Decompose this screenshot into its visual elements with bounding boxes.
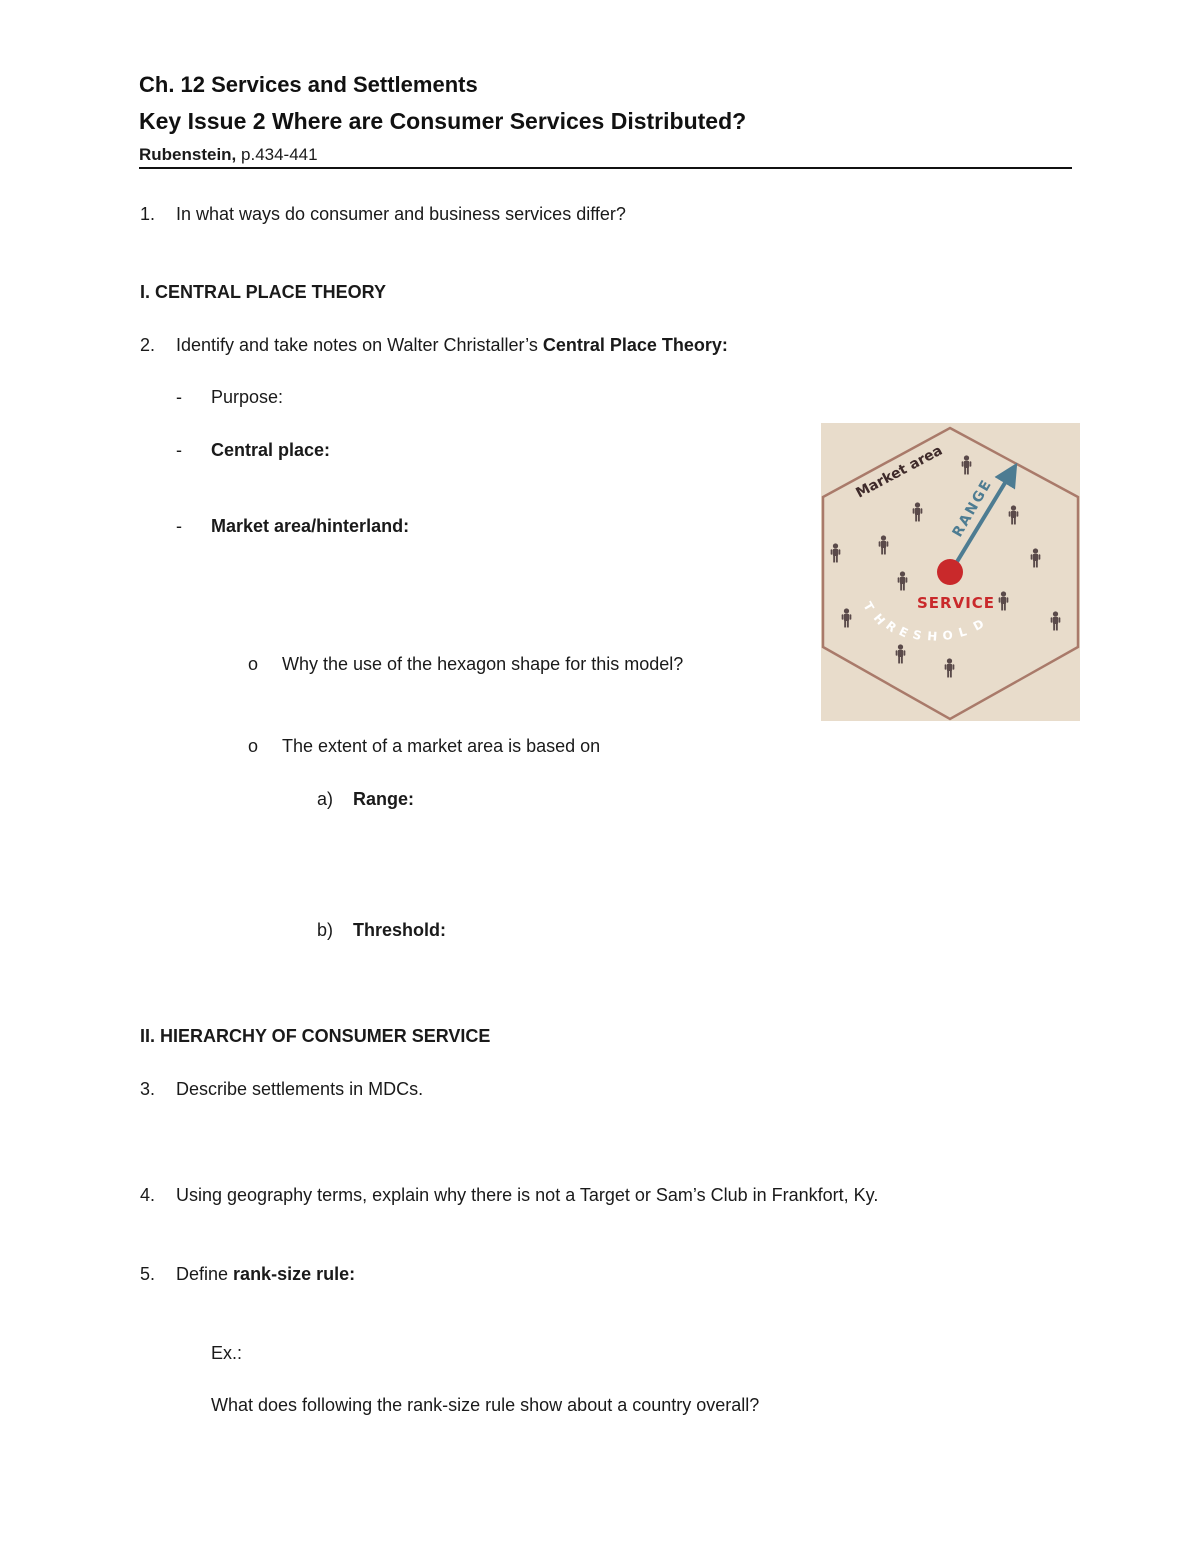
- question-text: In what ways do consumer and business services differ?: [176, 204, 626, 224]
- question-text: Using geography terms, explain why there is not a Target or Sam’s Club in Frankfort, Ky.: [176, 1185, 879, 1205]
- item-threshold: [317, 920, 446, 941]
- bullet-purpose: [176, 387, 283, 408]
- header-divider: [139, 167, 1072, 169]
- key-issue-title: Key Issue 2 Where are Consumer Services Distributed?: [139, 108, 747, 134]
- question-text: Describe settlements in MDCs.: [176, 1079, 424, 1099]
- bullet-label: Central place:: [211, 440, 331, 460]
- subbullet-marker: o: [248, 654, 259, 674]
- subbullet-text: The extent of a market area is based on: [282, 736, 601, 756]
- person-icon: [898, 571, 908, 590]
- question-text: Identify and take notes on Walter Christaller’s: [176, 335, 543, 355]
- threshold-letter: O: [941, 627, 954, 643]
- section-heading-1: I. CENTRAL PLACE THEORY: [140, 282, 387, 302]
- threshold-letter: R: [883, 618, 900, 636]
- person-icon: [831, 543, 841, 562]
- central-place-diagram: [821, 423, 1080, 721]
- item-letter: a): [317, 789, 334, 809]
- item-label: Range:: [353, 789, 415, 809]
- bullet-label: Purpose:: [211, 387, 284, 407]
- person-icon: [896, 644, 906, 663]
- market-area-label: Market area: [853, 442, 946, 502]
- person-icon: [879, 535, 889, 554]
- bullet-label: Market area/hinterland:: [211, 516, 410, 536]
- person-icon: [945, 658, 955, 677]
- reference-author: Rubenstein,: [139, 145, 237, 164]
- question-2: [140, 335, 728, 356]
- service-point: [937, 559, 963, 585]
- subbullet-extent: [248, 736, 600, 757]
- question-1: [140, 204, 626, 225]
- subbullet-text: Why the use of the hexagon shape for this model?: [282, 654, 684, 674]
- example-label: Ex.:: [211, 1343, 243, 1363]
- person-icon: [1051, 611, 1061, 630]
- question-number: 2.: [140, 335, 156, 355]
- question-3: [140, 1079, 423, 1100]
- person-icon: [1031, 548, 1041, 567]
- threshold-letter: H: [926, 629, 938, 644]
- question-4: [140, 1185, 878, 1206]
- person-icon: [842, 608, 852, 627]
- person-icon: [962, 455, 972, 474]
- question-number: 4.: [140, 1185, 156, 1205]
- threshold-letter: L: [956, 624, 969, 640]
- service-label: SERVICE: [917, 594, 996, 612]
- item-range: [317, 789, 414, 810]
- bullet-market-area: [176, 516, 409, 537]
- person-icon: [913, 502, 923, 521]
- threshold-letter: S: [911, 627, 924, 644]
- reference-pages: p.434-441: [236, 145, 318, 164]
- threshold-letter: H: [870, 610, 888, 628]
- bullet-dash: -: [176, 387, 182, 407]
- question-number: 1.: [140, 204, 156, 224]
- bullet-dash: -: [176, 440, 182, 460]
- section-heading-2: II. HIERARCHY OF CONSUMER SERVICE: [140, 1026, 491, 1046]
- person-icon: [999, 591, 1009, 610]
- chapter-title: Ch. 12 Services and Settlements: [139, 72, 478, 97]
- threshold-letter: T: [860, 599, 877, 614]
- threshold-letter: E: [896, 624, 911, 641]
- threshold-letter: D: [970, 616, 987, 634]
- question-text: Define: [176, 1264, 234, 1284]
- question-term: rank-size rule:: [233, 1264, 356, 1284]
- followup-question: What does following the rank-size rule show about a country overall?: [211, 1395, 760, 1415]
- question-5: [140, 1264, 355, 1285]
- subbullet-marker: o: [248, 736, 259, 756]
- person-icon: [1009, 505, 1019, 524]
- subbullet-hexagon: [248, 654, 683, 675]
- item-label: Threshold:: [353, 920, 446, 940]
- bullet-central-place: [176, 440, 330, 461]
- question-number: 3.: [140, 1079, 156, 1099]
- question-term: Central Place Theory:: [542, 335, 728, 355]
- question-number: 5.: [140, 1264, 156, 1284]
- reference-line: [139, 145, 318, 165]
- bullet-dash: -: [176, 516, 182, 536]
- range-label: RANGE: [949, 476, 996, 540]
- item-letter: b): [317, 920, 334, 940]
